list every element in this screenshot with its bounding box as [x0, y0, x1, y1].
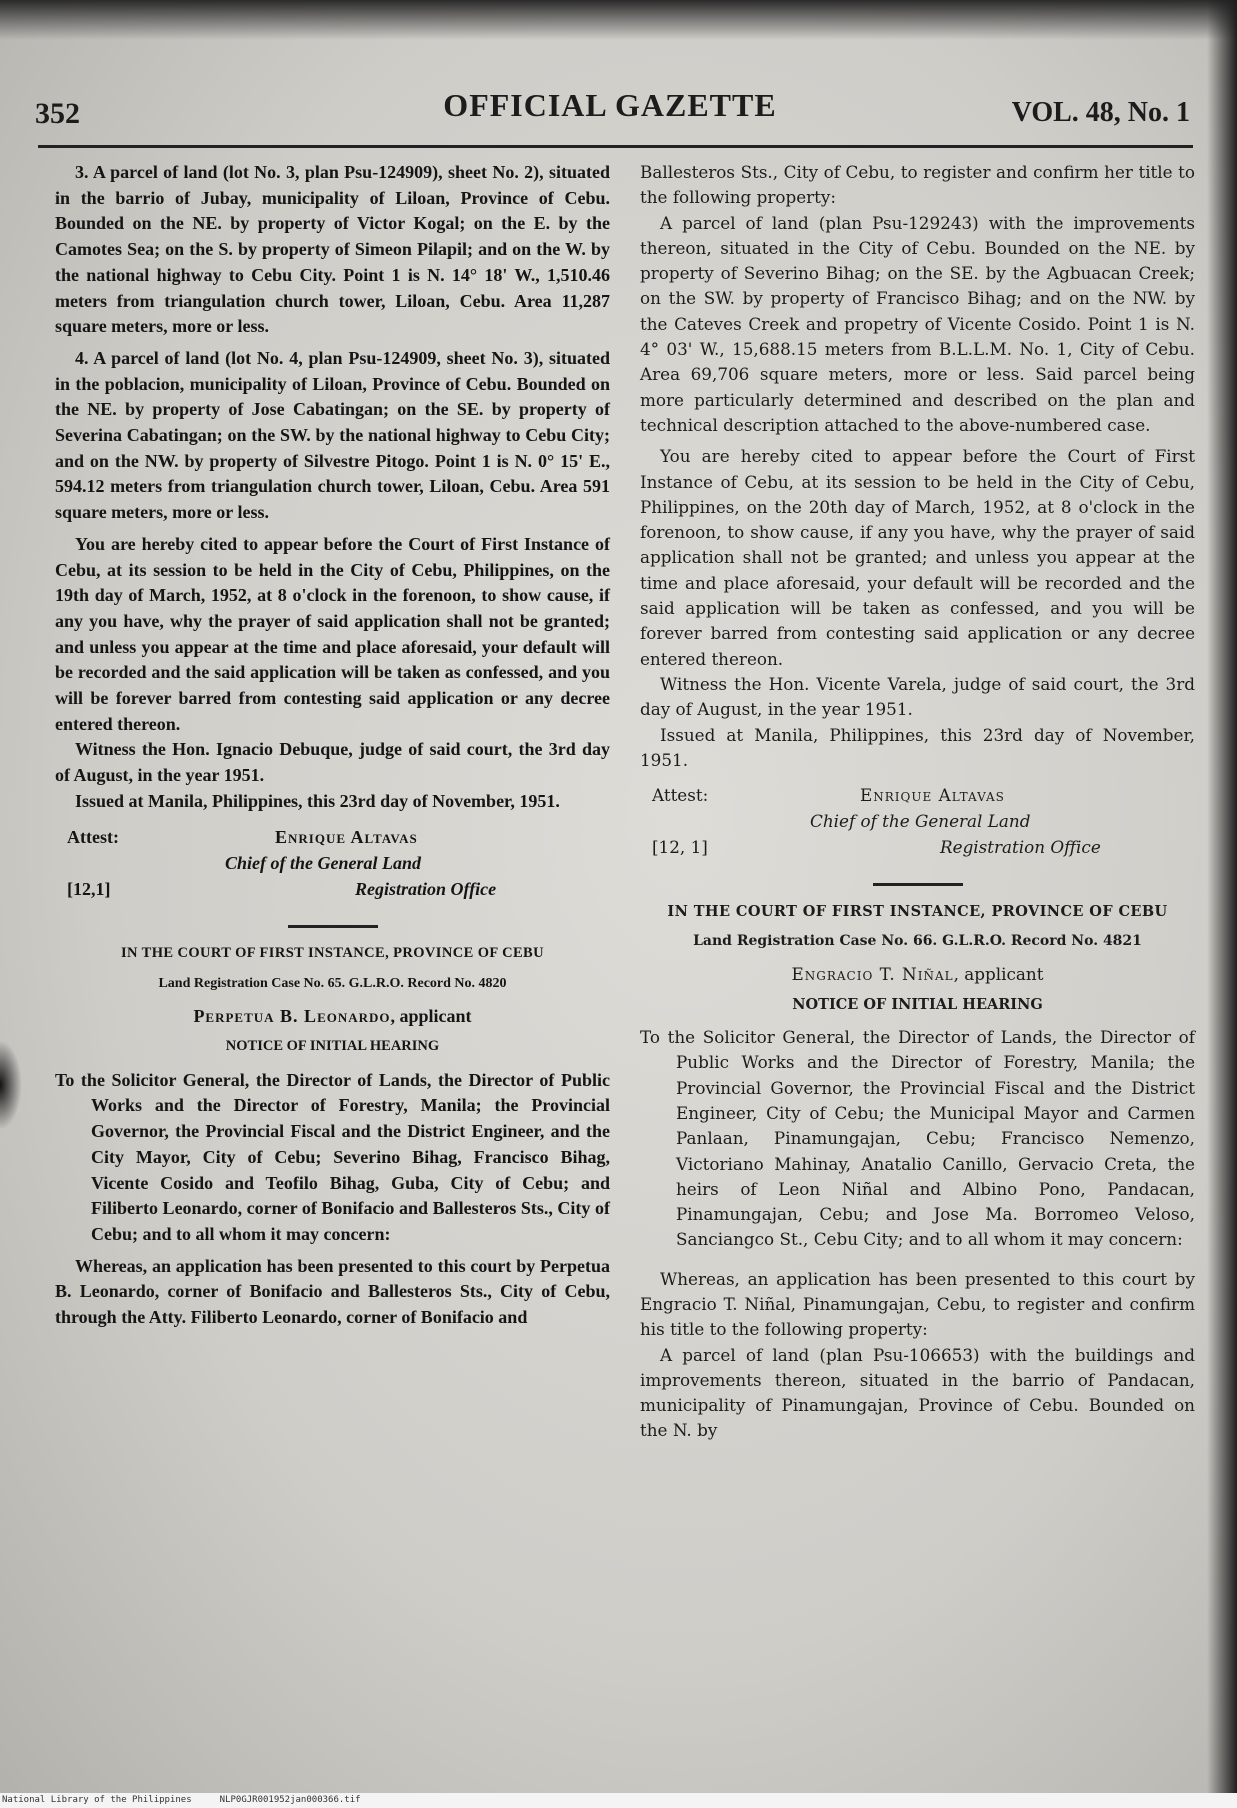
applicant-suffix: , applicant: [953, 964, 1044, 985]
attest-label: Attest:: [67, 826, 119, 847]
issued-paragraph: Issued at Manila, Philippines, this 23rd day of November, 1951.: [640, 724, 1195, 770]
scan-footer: [0, 1793, 1237, 1808]
court-heading: IN THE COURT OF FIRST INSTANCE, PROVINCE OF CEBU: [120, 944, 544, 961]
scan-shadow-right: [1207, 0, 1237, 1808]
applicant-name: Engracio T. Niñal: [791, 964, 954, 985]
court-heading: IN THE COURT OF FIRST INSTANCE, PROVINCE OF CEBU: [667, 903, 1168, 921]
file-name: NLP0GJR001952jan000366.tif: [219, 1795, 361, 1805]
parcel-paragraph: A parcel of land (plan Psu-129243) with the improvements thereon, situated in the City of Cebu. Bounded on the NE. by property of Severino Bihag; on the SE. by the Agbuacan Creek; on the SW. by property of Francisco Bihag; and on the NW. by the Cateves Creek and propetry of Vicente Cosido. Point 1 is N. 4° 03' W., 15,688.15 meters from B.L.L.M. No. 1, City of Cebu. Area 69,706 square meters, more or less. Said parcel being more particularly determined and described on the plan and technical description attached to the above-numbered case.: [640, 212, 1195, 435]
right-column: [640, 160, 1195, 1444]
addressees-paragraph: To the Solicitor General, the Director of Lands, the Director of Public Works and the Director of Forestry, Manila; the Provincial Governor, the Provincial Fiscal and the District Engineer, City of Cebu; the Municipal Mayor and Carmen Panlaan, Pinamungajan, Cebu; Francisco Nemenzo, Victoriano Mahinay, Anatalio Canillo, Gervacio Creta, the heirs of Leon Niñal and Albino Pono, Pandacan, Pinamungajan, Cebu; and Jose Ma. Borromeo Veloso, Sanciangco St., Cebu City; and to all whom it may concern:: [640, 1027, 1195, 1250]
section-divider: [873, 883, 963, 886]
applicant-name: Perpetua B. Leonardo: [193, 1006, 391, 1027]
continuation-paragraph: Ballesteros Sts., City of Cebu, to register and confirm her title to the following property:: [640, 162, 1195, 208]
applicant-line: [640, 962, 1195, 987]
citation-paragraph: You are hereby cited to appear before the Court of First Instance of Cebu, at its session to be held in the City of Cebu, Philippines, on the 20th day of March, 1952, at 8 o'clock in the forenoon, to show cause, if any you have, why the prayer of said application shall not be granted; and unless you appear at the time and place aforesaid, your default will be recorded and the said application will be taken as confessed, and you will be forever barred from contesting said application or any decree entered thereon.: [640, 446, 1195, 669]
parcel-3-paragraph: 3. A parcel of land (lot No. 3, plan Psu-124909), sheet No. 2), situated in the barrio of Jubay, municipality of Liloan, Province of Cebu. Bounded on the NE. by property of Victor Kogal; on the E. by the Camotes Sea; on the S. by property of Simeon Pilapil; and on the W. by the national highway to Cebu City. Point 1 is N. 14° 18' W., 1,510.46 meters from triangulation church tower, Liloan, Cebu. Area 11,287 square meters, more or less.: [55, 162, 610, 337]
parcel-paragraph-2: A parcel of land (plan Psu-106653) with the buildings and improvements thereon, situated in the barrio of Pandacan, municipality of Pinamungajan, Province of Cebu. Bounded on the N. by: [640, 1344, 1195, 1441]
left-column: [55, 160, 610, 1331]
notice-heading: NOTICE OF INITIAL HEARING: [225, 1037, 440, 1054]
issue-code: [12, 1]: [652, 837, 708, 858]
witness-paragraph: Witness the Hon. Ignacio Debuque, judge of said court, the 3rd day of August, in the year 1951.: [55, 739, 610, 786]
header-rule: [38, 145, 1193, 148]
volume-number: VOL. 48, No. 1: [1011, 97, 1190, 128]
signatory-title-1: Chief of the General Land: [810, 811, 1031, 832]
scan-shadow-top: [0, 0, 1237, 40]
signatory-name: Enrique Altavas: [275, 826, 418, 847]
attest-label: Attest:: [652, 785, 709, 806]
issued-paragraph: Issued at Manila, Philippines, this 23rd day of November, 1951.: [75, 790, 560, 811]
binding-hole: [0, 1040, 22, 1130]
signatory-title-2: Registration Office: [355, 878, 497, 899]
whereas-paragraph: Whereas, an application has been presented to this court by Engracio T. Niñal, Pinamungajan, Cebu, to register and confirm his title to the following property:: [640, 1268, 1195, 1340]
applicant-suffix: , applicant: [390, 1006, 472, 1027]
issue-code: [12,1]: [67, 878, 111, 899]
case-line: Land Registration Case No. 65. G.L.R.O. Record No. 4820: [158, 975, 507, 991]
notice-heading: NOTICE OF INITIAL HEARING: [792, 995, 1043, 1013]
parcel-4-paragraph: 4. A parcel of land (lot No. 4, plan Psu-124909, sheet No. 3), situated in the poblacion, municipality of Liloan, Province of Cebu. Bounded on the NE. by property of Jose Cabatingan; on the SE. by property of Severina Cabatingan; on the SW. by the national highway to Cebu City; and on the NW. by property of Silvestre Pitogo. Point 1 is N. 0° 15' E., 594.12 meters from triangulation church tower, Liloan, Cebu. Area 591 square meters, more or less.: [55, 347, 610, 523]
publication-title: OFFICIAL GAZETTE: [443, 87, 777, 123]
addressees-paragraph: To the Solicitor General, the Director of Lands, the Director of Public Works and the Director of Forestry, Manila; the Provincial Governor, the Provincial Fiscal and the District Engineer, and the City Mayor, City of Cebu; Severino Bihag, Francisco Bihag, Vicente Cosido and Teofilo Bihag, Guba, City of Cebu; and Filiberto Leonardo, corner of Bonifacio and Ballesteros Sts., City of Cebu; and to all whom it may concern:: [55, 1069, 610, 1244]
library-credit: National Library of the Philippines: [2, 1795, 192, 1805]
page-number: 352: [35, 97, 80, 130]
attest-block: [640, 783, 1195, 863]
signatory-title-1: Chief of the General Land: [225, 852, 421, 873]
whereas-paragraph: Whereas, an application has been presented to this court by Perpetua B. Leonardo, corner of Bonifacio and Ballesteros Sts., City of Cebu, through the Atty. Filiberto Leonardo, corner of Bonifacio and: [55, 1255, 610, 1328]
signatory-title-2: Registration Office: [940, 837, 1101, 858]
attest-block: [55, 825, 610, 905]
citation-paragraph: You are hereby cited to appear before the Court of First Instance of Cebu, at its session to be held in the City of Cebu, Philippines, on the 19th day of March, 1952, at 8 o'clock in the forenoon, to show cause, if any you have, why the prayer of said application shall not be granted; and unless you appear at the time and place aforesaid, your default will be recorded and the said application will be taken as confessed, and you will be forever barred from contesting said application or any decree entered thereon.: [55, 533, 610, 734]
page-header: [30, 85, 1190, 135]
case-line: Land Registration Case No. 66. G.L.R.O. Record No. 4821: [693, 933, 1142, 950]
signatory-name: Enrique Altavas: [860, 785, 1005, 806]
section-divider: [288, 925, 378, 928]
applicant-line: [55, 1004, 610, 1030]
witness-paragraph: Witness the Hon. Vicente Varela, judge of said court, the 3rd day of August, in the year 1951.: [640, 673, 1195, 720]
